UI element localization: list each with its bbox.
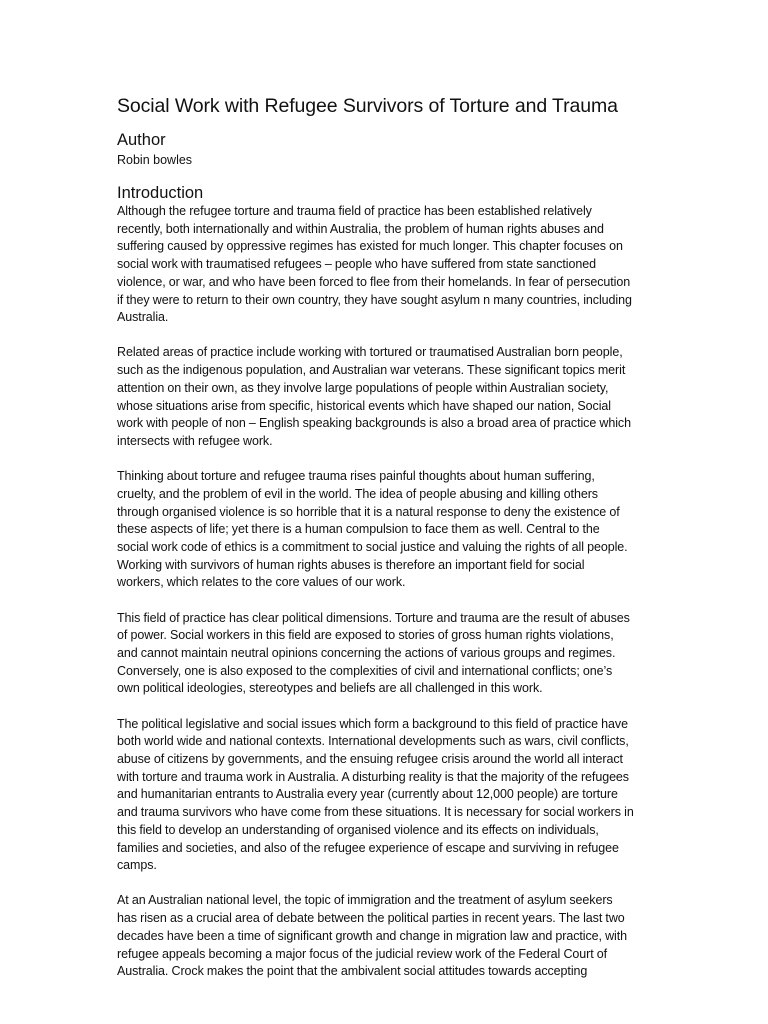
paragraph-line: Although the refugee torture and trauma field of practice has been established relatively	[117, 204, 592, 218]
paragraph-line: Working with survivors of human rights abuses is therefore an important field for social	[117, 557, 585, 572]
paragraph-line: intersects with refugee work.	[117, 433, 273, 448]
author-heading: Author	[117, 131, 166, 149]
paragraph-line: these aspects of life; yet there is a human compulsion to face them as well. Central to the	[117, 522, 600, 537]
paragraph-line: The political legislative and social issues which form a background to this field of practice have	[117, 716, 628, 731]
paragraph-line: abuse of citizens by governments, and the ensuing refugee crisis around the world all interact	[117, 751, 623, 766]
body-paragraph	[117, 468, 653, 592]
paragraph-line: if they were to return to their own country, they have sought asylum n many countries, including	[117, 292, 632, 307]
body-paragraph	[117, 344, 653, 450]
paragraph-line: This field of practice has clear political dimensions. Torture and trauma are the result of abuses	[117, 610, 630, 625]
paragraph-line: camps.	[117, 858, 157, 873]
paragraph-line: has risen as a crucial area of debate between the political parties in recent years. The last two	[117, 911, 625, 926]
paragraph-line: recently, both internationally and within Australia, the problem of human rights abuses and	[117, 221, 604, 236]
paragraph-line: through organised violence is so horrible that it is a natural response to deny the existence of	[117, 504, 620, 519]
paragraph-line: violence, or war, and who have been forced to flee from their homelands. In fear of persecution	[117, 274, 631, 289]
paragraph-line: and humanitarian entrants to Australia every year (currently about 12,000 people) are torture	[117, 787, 618, 802]
paragraph-line: families and societies, and also of the refugee experience of escape and surviving in refugee	[117, 840, 619, 855]
paragraph-line: workers, which relates to the core values of our work.	[117, 575, 406, 590]
paragraph-line: At an Australian national level, the topic of immigration and the treatment of asylum seekers	[117, 893, 613, 908]
paragraph-line: suffering caused by oppressive regimes has existed for much longer. This chapter focuses on	[117, 239, 623, 254]
paragraph-line: Australia.	[117, 310, 169, 325]
paragraph-line: work with people of non – English speaking backgrounds is also a broad area of practice which	[117, 416, 631, 431]
paragraph-line: with torture and trauma work in Australia. A disturbing reality is that the majority of the refugees	[117, 769, 629, 784]
paragraph-line: Thinking about torture and refugee trauma rises painful thoughts about human suffering,	[117, 469, 595, 484]
author-name: Robin bowles	[117, 153, 193, 167]
paragraph-line: this field to develop an understanding of organised violence and its effects on individuals,	[117, 822, 599, 837]
document-title: Social Work with Refugee Survivors of Torture and Trauma	[117, 95, 618, 117]
body-text	[117, 203, 653, 981]
document-page	[117, 94, 653, 998]
paragraph-line: and trauma survivors who have come from these situations. It is necessary for social workers in	[117, 805, 634, 820]
paragraph-line: both world wide and national contexts. International developments such as wars, civil conflicts,	[117, 734, 629, 749]
body-paragraph	[117, 892, 653, 981]
paragraph-line: and cannot maintain neutral opinions concerning the actions of various groups and regimes.	[117, 645, 616, 660]
paragraph-line: decades have been a time of significant growth and change in migration law and practice, with	[117, 928, 628, 943]
paragraph-line: Related areas of practice include working with tortured or traumatised Australian born people,	[117, 345, 623, 360]
body-paragraph	[117, 610, 653, 699]
paragraph-line: whose situations arise from specific, historical events which have shaped our nation, Social	[117, 398, 611, 413]
body-paragraph	[117, 716, 653, 875]
paragraph-line: of power. Social workers in this field are exposed to stories of gross human rights violations,	[117, 628, 614, 643]
paragraph-line: such as the indigenous population, and Australian war veterans. These significant topics merit	[117, 363, 626, 378]
paragraph-line: own political ideologies, stereotypes and beliefs are all challenged in this work.	[117, 681, 543, 696]
body-paragraph	[117, 203, 653, 327]
paragraph-line: Conversely, one is also exposed to the complexities of civil and international conflicts; one’s	[117, 663, 613, 678]
paragraph-line: attention on their own, as they involve large populations of people within Australian society,	[117, 380, 609, 395]
paragraph-line: refugee appeals becoming a major focus of the judicial review work of the Federal Court of	[117, 946, 608, 961]
paragraph-line: social work with traumatised refugees – people who have suffered from state sanctioned	[117, 257, 596, 272]
paragraph-line: Australia. Crock makes the point that the ambivalent social attitudes towards accepting	[117, 964, 588, 979]
paragraph-line: cruelty, and the problem of evil in the world. The idea of people abusing and killing others	[117, 486, 598, 501]
introduction-heading: Introduction	[117, 184, 204, 202]
paragraph-line: social work code of ethics is a commitment to social justice and valuing the rights of all people.	[117, 539, 628, 554]
